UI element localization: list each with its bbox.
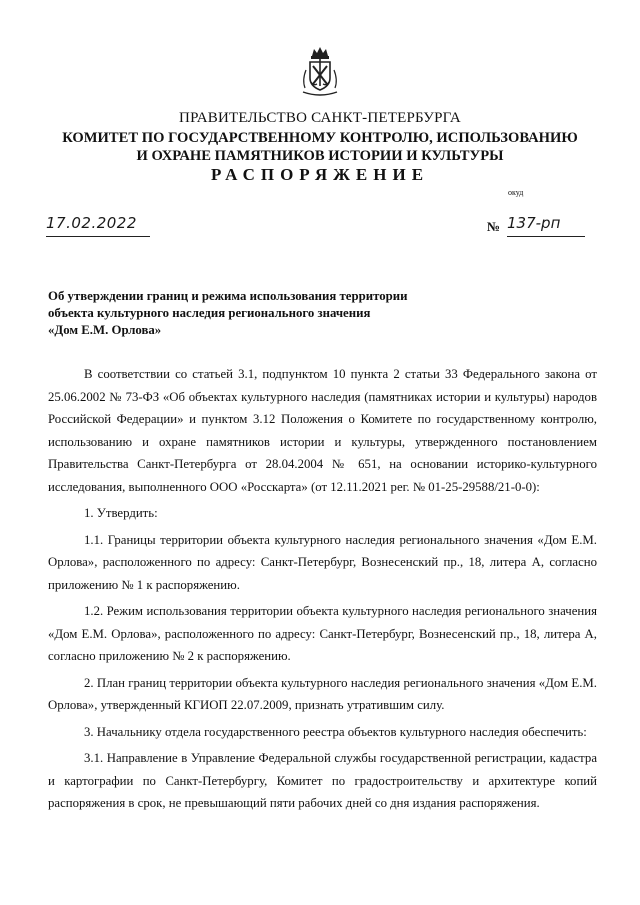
committee-title-line1: КОМИТЕТ ПО ГОСУДАРСТВЕННОМУ КОНТРОЛЮ, ИСПОЛЬЗОВАНИЮ: [62, 130, 578, 146]
document-type: РАСПОРЯЖЕНИЕ: [210, 165, 430, 184]
committee-title: [0, 129, 640, 165]
subject-line: объекта культурного наследия регионального значения: [48, 306, 371, 320]
document-subject: [48, 288, 468, 339]
clause-3: 3. Начальнику отдела государственного реестра объектов культурного наследия обеспечить:: [84, 724, 587, 739]
clause-1-2: 1.2. Режим использования территории объекта культурного наследия регионального значения «Дом Е.М. Орлова», расположенного по адресу: Санкт-Петербург, Вознесенский пр., 18, литера А, согласно приложению № 2 к распоряжению.: [48, 604, 597, 663]
clause-2: 2. План границ территории объекта культурного наследия регионального значения «Дом Е.М. Орлова», утвержденный КГИОП 22.07.2009, признать утратившим силу.: [48, 675, 597, 712]
clause-3-1: 3.1. Направление в Управление Федеральной службы государственной регистрации, кадастра и картографии по Санкт-Петербургу, Комитет по градостроительству и архитектуре копий распоряжения в срок, не превышающий пяти рабочих дней со дня издания распоряжения.: [48, 751, 597, 810]
clause-1: 1. Утвердить:: [84, 506, 158, 520]
subject-line: «Дом Е.М. Орлова»: [48, 323, 162, 337]
document-date: 17.02.2022: [46, 214, 150, 237]
coat-of-arms-graphic: [299, 44, 341, 98]
number-label: №: [487, 219, 501, 234]
coat-of-arms-icon: [299, 44, 341, 98]
document-body: [48, 363, 597, 815]
preamble-paragraph: В соответствии со статьей 3.1, подпунктом 10 пункта 2 статьи 33 Федерального закона от 25.06.2002 № 73-ФЗ «Об объектах культурного наследия (памятниках истории и культуры) народов Российской Федерации» и пунктом 3.12 Положения о Комитете по государственному контролю, использованию и охране памятников истории и культуры, утвержденного постановлением Правительства Санкт-Петербурга от 28.04.2004 № 651, на основании историко-культурного исследования, выполненного ООО «Росскарта» (от 12.11.2021 рег. № 01-25-29588/21-0-0):: [48, 367, 597, 494]
okud-label: окуд: [508, 188, 524, 197]
clause-1-1: 1.1. Границы территории объекта культурного наследия регионального значения «Дом Е.М. Орлова», расположенного по адресу: Санкт-Петербург, Вознесенский пр., 18, литера А, согласно приложению № 1 к распоряжению.: [48, 532, 597, 592]
committee-title-line2: И ОХРАНЕ ПАМЯТНИКОВ ИСТОРИИ И КУЛЬТУРЫ: [136, 148, 504, 164]
subject-line: Об утверждении границ и режима использования территории: [48, 289, 408, 303]
document-number: 137-рп: [507, 214, 585, 237]
government-title: ПРАВИТЕЛЬСТВО САНКТ-ПЕТЕРБУРГА: [179, 110, 461, 126]
